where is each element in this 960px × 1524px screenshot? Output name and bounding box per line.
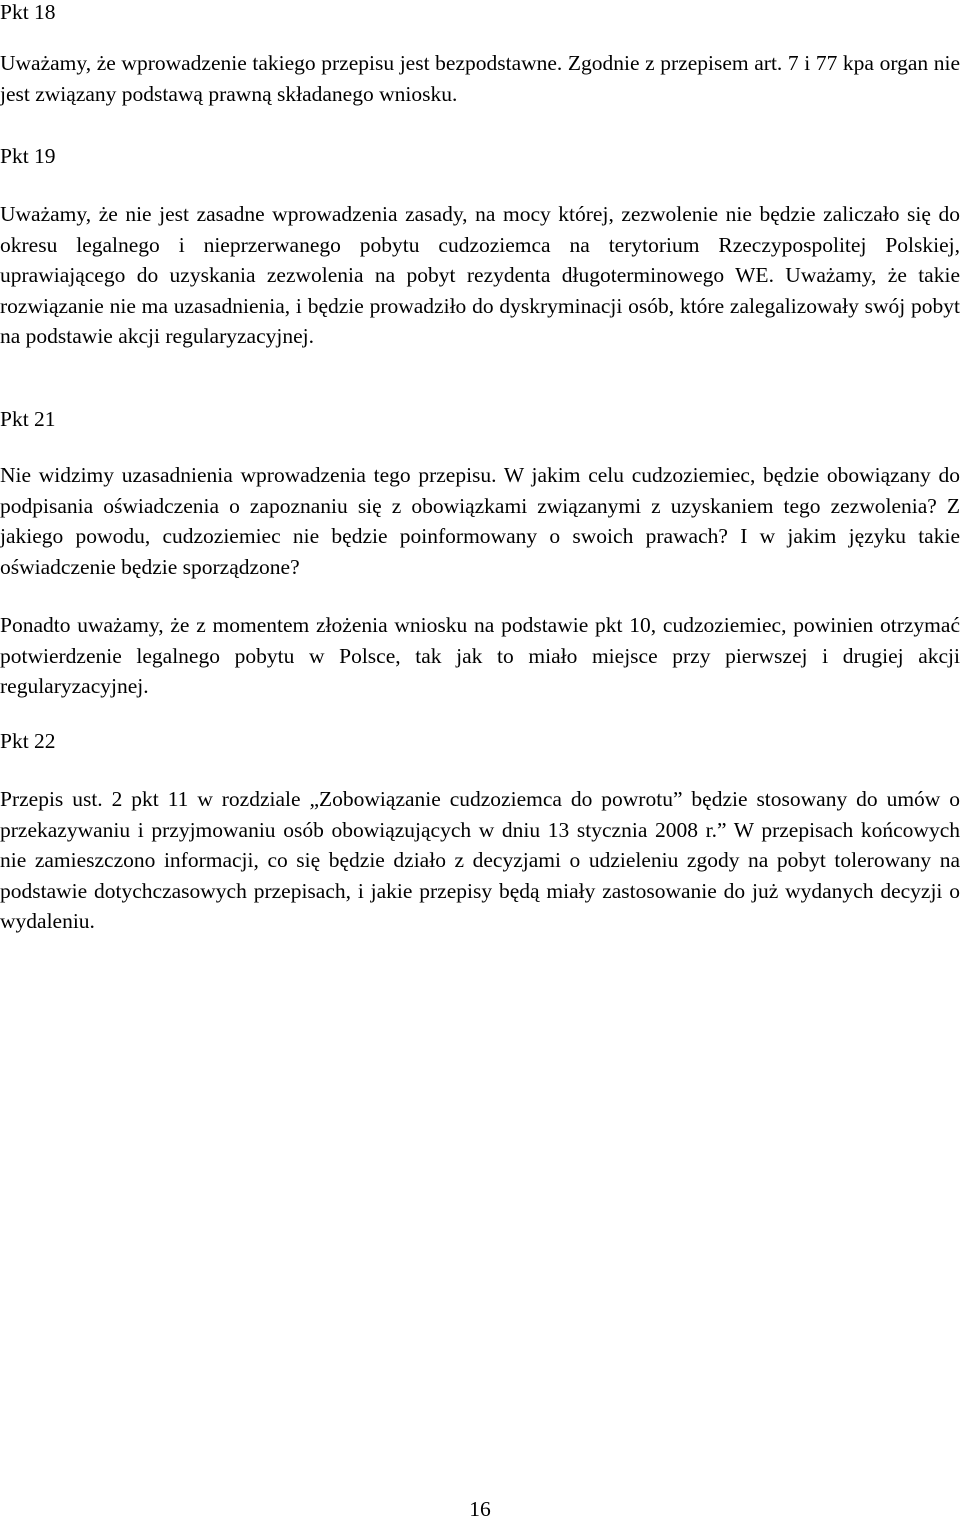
section-heading-pkt-18: Pkt 18 bbox=[0, 0, 56, 24]
page-number: 16 bbox=[469, 1497, 491, 1521]
section-heading-pkt-22: Pkt 22 bbox=[0, 729, 56, 753]
section-paragraph: Ponadto uważamy, że z momentem złożenia wniosku na podstawie pkt 10, cudzoziemiec, powinien otrzymać potwierdzenie legalnego pobytu w Polsce, tak jak to miało miejsce przy pierwszej i drugiej akcji regularyzacyjnej. bbox=[0, 613, 960, 699]
section-paragraph: Przepis ust. 2 pkt 11 w rozdziale „Zobowiązanie cudzoziemca do powrotu” będzie stosowany do umów o przekazywaniu i przyjmowaniu osób obowiązujących w dniu 13 stycznia 2008 r.” W przepisach końcowych nie zamieszczono informacji, co się będzie działo z decyzjami o udzieleniu zgody na pobyt tolerowany na podstawie dotychczasowych przepisach, i jakie przepisy będą miały zastosowanie do już wydanych decyzji o wydaleniu. bbox=[0, 787, 960, 934]
section-paragraph: Nie widzimy uzasadnienia wprowadzenia tego przepisu. W jakim celu cudzoziemiec, będzie obowiązany do podpisania oświadczenia o zapoznaniu się z obowiązkami związanymi z uzyskaniem tego zezwolenia? Z jakiego powodu, cudzoziemiec nie będzie poinformowany o swoich prawach? I w jakim języku takie oświadczenie będzie sporządzone? bbox=[0, 463, 960, 579]
section-paragraph: Uważamy, że nie jest zasadne wprowadzenia zasady, na mocy której, zezwolenie nie będzie zaliczało się do okresu legalnego i nieprzerwanego pobytu cudzoziemca na terytorium Rzeczypospolitej Polskiej, uprawiającego do uzyskania zezwolenia na pobyt rezydenta długoterminowego WE. Uważamy, że takie rozwiązanie nie ma uzasadnienia, i będzie prowadziło do dyskryminacji osób, które zalegalizowały swój pobyt na podstawie akcji regularyzacyjnej. bbox=[0, 202, 960, 349]
section-heading-pkt-19: Pkt 19 bbox=[0, 144, 56, 168]
section-paragraph: Uważamy, że wprowadzenie takiego przepisu jest bezpodstawne. Zgodnie z przepisem art. 7 i 77 kpa organ nie jest związany podstawą prawną składanego wniosku. bbox=[0, 51, 960, 106]
section-heading-pkt-21: Pkt 21 bbox=[0, 407, 56, 431]
